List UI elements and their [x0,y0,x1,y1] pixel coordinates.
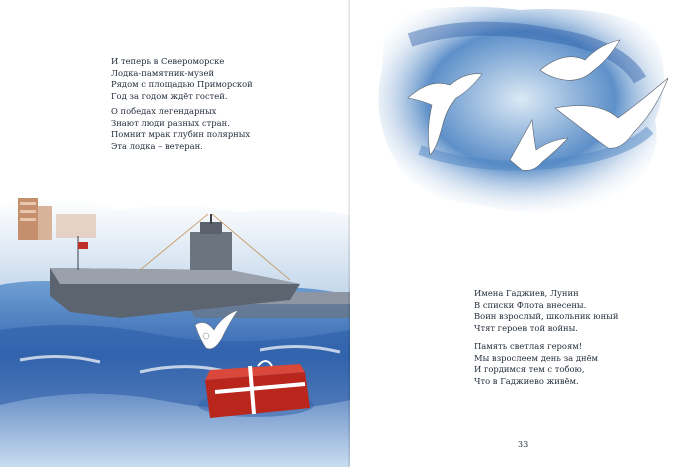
poem-line: Воин взрослый, школьник юный [474,311,619,322]
poem-line: Помнит мрак глубин полярных [111,129,251,140]
page-number: 33 [518,440,529,449]
poem-line: О победах легендарных [111,106,217,116]
right-stanza-2 [474,341,598,387]
poem-line: Эта лодка – ветеран. [111,140,203,151]
poem-line: Лодка-памятник-музей [111,67,215,78]
naval-flag [78,242,88,249]
poem-line: И гордимся тем с тобою, [474,364,585,375]
poem-line: Мы взрослеем день за днём [474,352,599,363]
poem-line: И теперь в Североморске [111,56,225,66]
poem-line: Чтят героев той войны. [474,322,578,333]
poem-line: Память светлая героям! [474,341,583,351]
poem-line: Имена Гаджиев, Лунин [474,288,579,298]
seagulls-sky-illustration [350,0,700,467]
poem-line: Рядом с площадью Приморской [111,79,253,90]
poem-line: Что в Гаджиево живём. [474,375,579,386]
poem-line: Год за годом ждёт гостей. [111,90,228,101]
poem-line: Знают люди разных стран. [111,117,230,128]
right-page [350,0,700,467]
right-stanza-1 [474,288,618,334]
poem-line: В списки Флота внесены. [474,299,587,310]
